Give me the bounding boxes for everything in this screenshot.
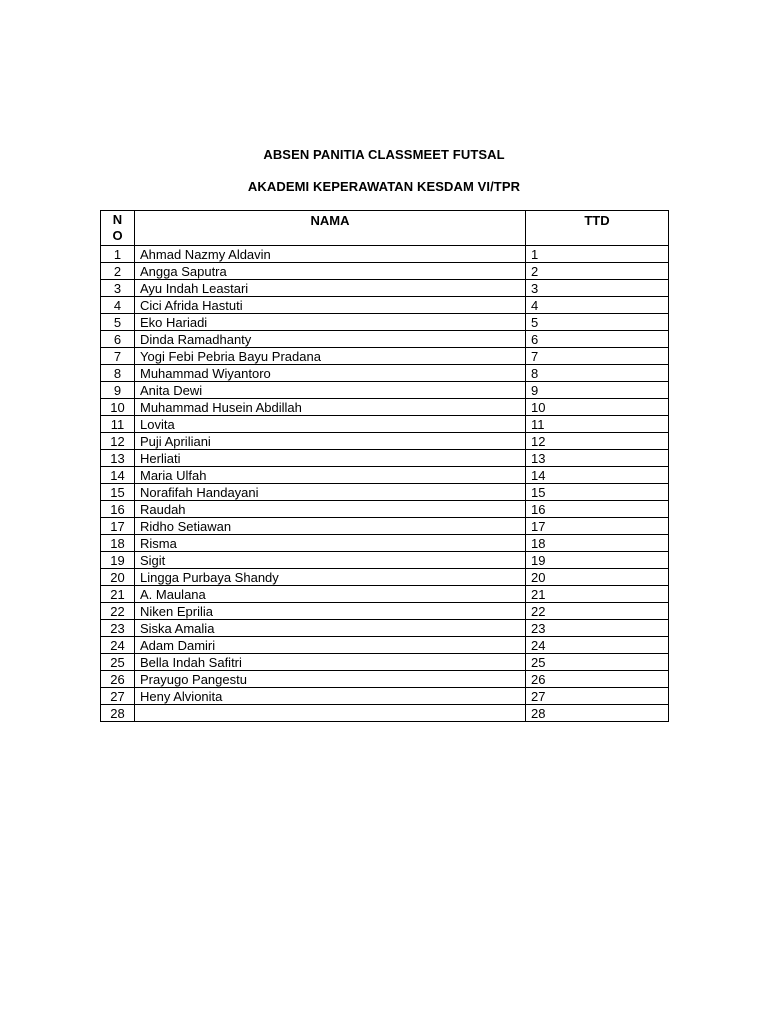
table-row: [101, 705, 669, 722]
row-number: 23: [101, 620, 135, 637]
table-row: [101, 246, 669, 263]
row-ttd: 5: [526, 314, 669, 331]
row-nama: Maria Ulfah: [135, 467, 526, 484]
row-number: 3: [101, 280, 135, 297]
row-nama: Dinda Ramadhanty: [135, 331, 526, 348]
row-number: 4: [101, 297, 135, 314]
table-row: [101, 450, 669, 467]
row-number: 25: [101, 654, 135, 671]
row-ttd: 28: [526, 705, 669, 722]
row-number: 2: [101, 263, 135, 280]
row-nama: Eko Hariadi: [135, 314, 526, 331]
table-header: [101, 211, 669, 246]
row-ttd: 12: [526, 433, 669, 450]
table-row: [101, 535, 669, 552]
row-number: 10: [101, 399, 135, 416]
row-nama: Puji Apriliani: [135, 433, 526, 450]
row-number: 5: [101, 314, 135, 331]
row-number: 7: [101, 348, 135, 365]
row-ttd: 18: [526, 535, 669, 552]
row-nama: Siska Amalia: [135, 620, 526, 637]
table-row: [101, 416, 669, 433]
table-row: [101, 263, 669, 280]
table-row: [101, 688, 669, 705]
row-number: 27: [101, 688, 135, 705]
row-nama: Bella Indah Safitri: [135, 654, 526, 671]
row-nama: Lovita: [135, 416, 526, 433]
row-nama: Risma: [135, 535, 526, 552]
row-nama: Yogi Febi Pebria Bayu Pradana: [135, 348, 526, 365]
row-ttd: 2: [526, 263, 669, 280]
table-row: [101, 280, 669, 297]
row-ttd: 21: [526, 586, 669, 603]
table-row: [101, 297, 669, 314]
row-ttd: 9: [526, 382, 669, 399]
row-nama: Niken Eprilia: [135, 603, 526, 620]
row-ttd: 27: [526, 688, 669, 705]
table-row: [101, 603, 669, 620]
row-ttd: 22: [526, 603, 669, 620]
header-ttd: TTD: [526, 211, 669, 246]
row-ttd: 23: [526, 620, 669, 637]
table-row: [101, 433, 669, 450]
row-number: 9: [101, 382, 135, 399]
row-nama: Ahmad Nazmy Aldavin: [135, 246, 526, 263]
row-nama: Muhammad Husein Abdillah: [135, 399, 526, 416]
row-nama: Lingga Purbaya Shandy: [135, 569, 526, 586]
row-ttd: 19: [526, 552, 669, 569]
document-title: ABSEN PANITIA CLASSMEET FUTSAL: [263, 147, 505, 162]
row-number: 1: [101, 246, 135, 263]
table-row: [101, 569, 669, 586]
row-nama: Adam Damiri: [135, 637, 526, 654]
row-ttd: 15: [526, 484, 669, 501]
document-subtitle: AKADEMI KEPERAWATAN KESDAM VI/TPR: [247, 179, 521, 194]
table-row: [101, 518, 669, 535]
row-number: 12: [101, 433, 135, 450]
row-number: 15: [101, 484, 135, 501]
row-nama: A. Maulana: [135, 586, 526, 603]
row-nama: Anita Dewi: [135, 382, 526, 399]
table-row: [101, 552, 669, 569]
table-row: [101, 654, 669, 671]
header-nama: NAMA: [135, 211, 526, 246]
row-number: 17: [101, 518, 135, 535]
row-nama: Ridho Setiawan: [135, 518, 526, 535]
row-number: 11: [101, 416, 135, 433]
row-number: 20: [101, 569, 135, 586]
table-row: [101, 399, 669, 416]
table-row: [101, 382, 669, 399]
row-ttd: 24: [526, 637, 669, 654]
table-body: [101, 246, 669, 722]
row-nama: Heny Alvionita: [135, 688, 526, 705]
row-number: 6: [101, 331, 135, 348]
row-ttd: 26: [526, 671, 669, 688]
row-ttd: 11: [526, 416, 669, 433]
row-ttd: 13: [526, 450, 669, 467]
row-number: 14: [101, 467, 135, 484]
row-nama: Muhammad Wiyantoro: [135, 365, 526, 382]
header-no: NO: [101, 211, 135, 246]
row-ttd: 14: [526, 467, 669, 484]
row-number: 16: [101, 501, 135, 518]
row-ttd: 4: [526, 297, 669, 314]
table-row: [101, 671, 669, 688]
row-nama: Cici Afrida Hastuti: [135, 297, 526, 314]
row-ttd: 17: [526, 518, 669, 535]
row-number: 28: [101, 705, 135, 722]
row-number: 18: [101, 535, 135, 552]
row-number: 21: [101, 586, 135, 603]
table-row: [101, 586, 669, 603]
row-number: 22: [101, 603, 135, 620]
row-number: 13: [101, 450, 135, 467]
table-row: [101, 637, 669, 654]
header-row: [101, 211, 669, 246]
row-ttd: 7: [526, 348, 669, 365]
row-ttd: 10: [526, 399, 669, 416]
table-row: [101, 620, 669, 637]
row-number: 26: [101, 671, 135, 688]
row-number: 8: [101, 365, 135, 382]
row-number: 24: [101, 637, 135, 654]
table-row: [101, 365, 669, 382]
row-ttd: 3: [526, 280, 669, 297]
row-nama: Herliati: [135, 450, 526, 467]
attendance-table: [100, 210, 669, 722]
row-number: 19: [101, 552, 135, 569]
table-row: [101, 501, 669, 518]
row-nama: Norafifah Handayani: [135, 484, 526, 501]
row-nama: Sigit: [135, 552, 526, 569]
row-ttd: 6: [526, 331, 669, 348]
table-row: [101, 314, 669, 331]
row-nama: Angga Saputra: [135, 263, 526, 280]
row-ttd: 1: [526, 246, 669, 263]
row-ttd: 20: [526, 569, 669, 586]
row-nama: Ayu Indah Leastari: [135, 280, 526, 297]
row-ttd: 25: [526, 654, 669, 671]
table-row: [101, 331, 669, 348]
row-nama: [135, 705, 526, 722]
table-row: [101, 348, 669, 365]
table-row: [101, 484, 669, 501]
row-ttd: 8: [526, 365, 669, 382]
table-row: [101, 467, 669, 484]
row-nama: Prayugo Pangestu: [135, 671, 526, 688]
row-ttd: 16: [526, 501, 669, 518]
row-nama: Raudah: [135, 501, 526, 518]
